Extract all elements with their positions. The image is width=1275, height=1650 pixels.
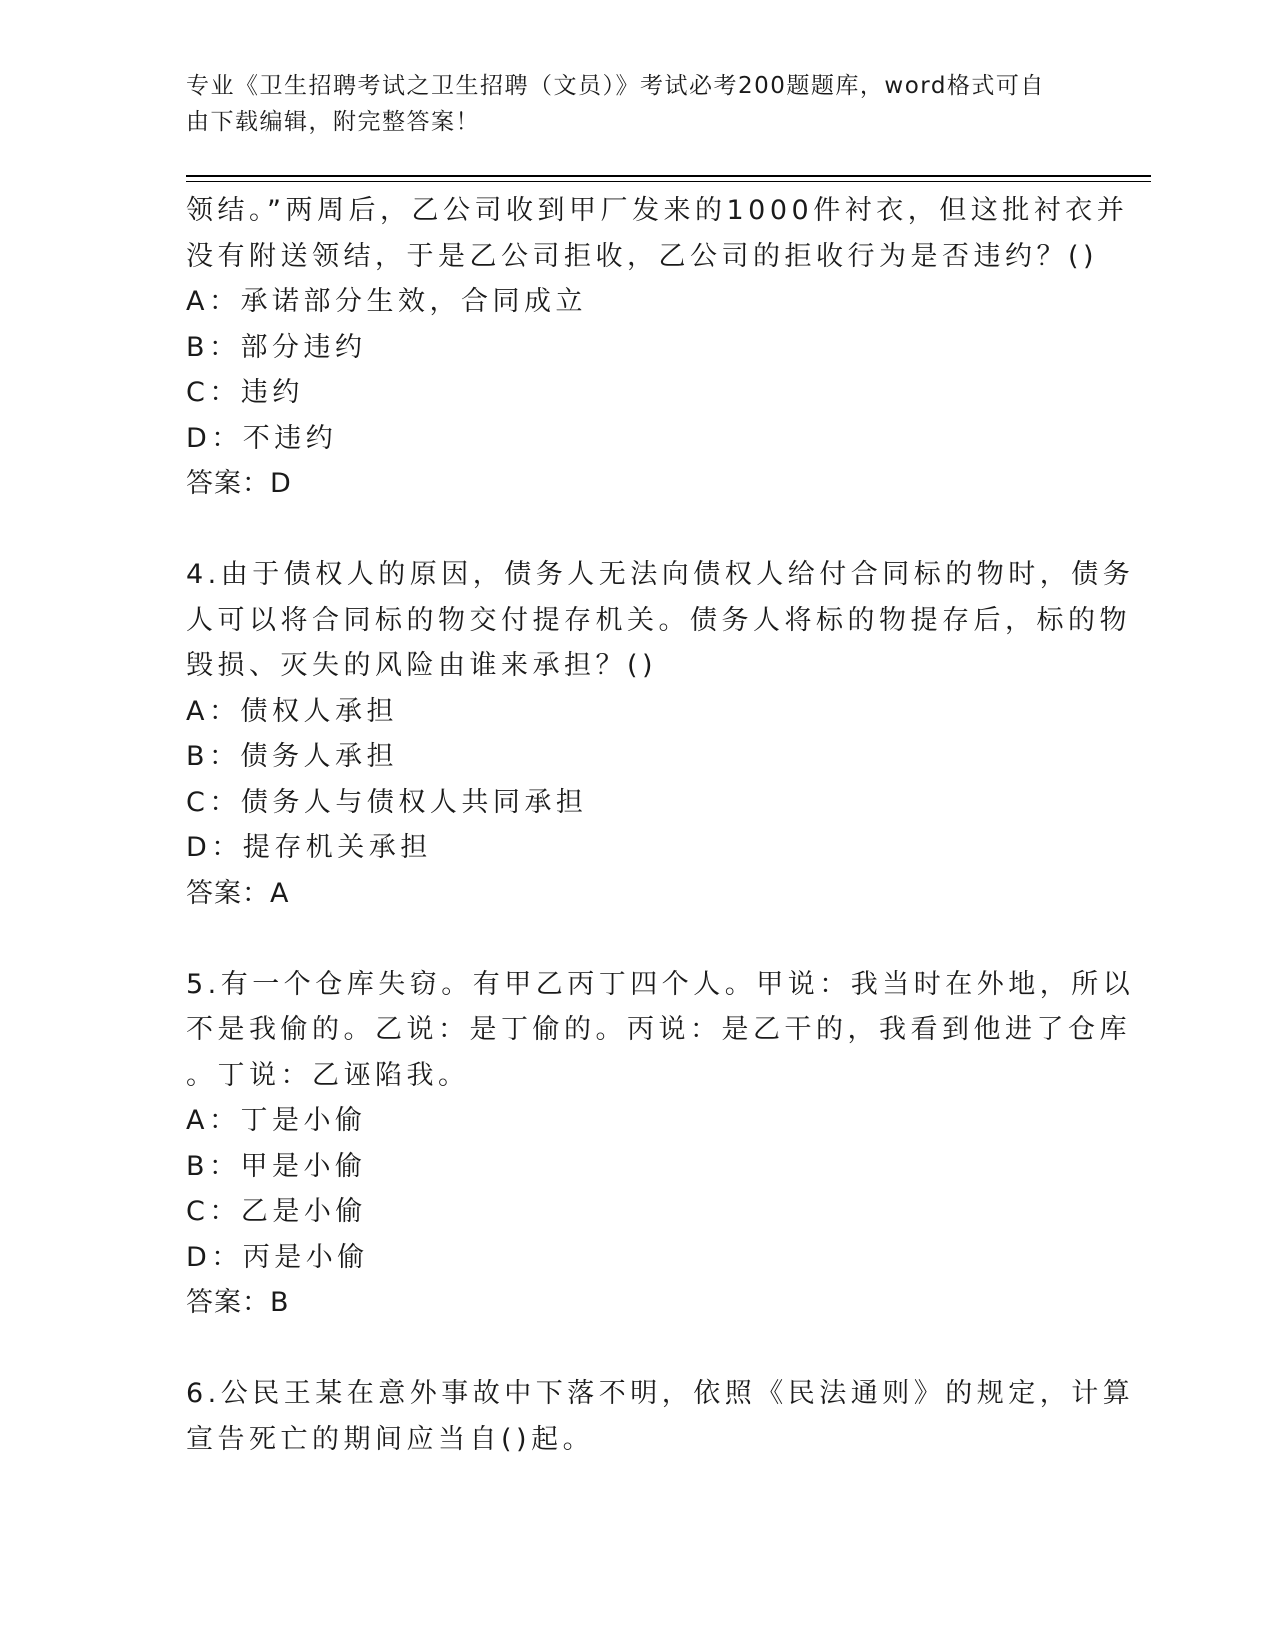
question-3-continued [186, 188, 1129, 507]
option-a: A：承诺部分生效，合同成立 [186, 286, 587, 317]
question-stem-line: 人可以将合同标的物交付提存机关。债务人将标的物提存后，标的物 [186, 604, 1131, 636]
question-stem-line: 宣告死亡的期间应当自()起。 [186, 1423, 595, 1455]
question-spacer [186, 507, 1126, 553]
question-stem-line: 毁损、灭失的风险由谁来承担？() [186, 650, 658, 681]
document-body [186, 188, 1135, 1462]
option-c: C：乙是小偷 [186, 1196, 367, 1227]
header-divider-thin [186, 181, 1151, 182]
option-c: C：债务人与债权人共同承担 [186, 786, 588, 818]
question-spacer [186, 916, 1126, 962]
question-stem-line: 领结。”两周后，乙公司收到甲厂发来的1000件衬衣，但这批衬衣并 [186, 195, 1129, 226]
question-5 [186, 962, 1135, 1326]
header-title-line-2: 由下载编辑，附完整答案！ [186, 109, 480, 135]
option-d: D：不违约 [186, 422, 338, 454]
option-a: A：债权人承担 [186, 695, 398, 727]
question-4 [186, 552, 1135, 916]
option-c: C：违约 [186, 377, 304, 408]
question-spacer [186, 1326, 1126, 1372]
question-stem-line: 不是我偷的。乙说：是丁偷的。丙说：是乙干的，我看到他进了仓库 [186, 1014, 1131, 1045]
header-divider-thick [186, 175, 1151, 177]
option-d: D：提存机关承担 [186, 832, 432, 863]
header-title-line-1: 专业《卫生招聘考试之卫生招聘（文员）》考试必考200题题库，word格式可自 [186, 73, 1045, 99]
option-a: A：丁是小偷 [186, 1105, 367, 1136]
option-b: B：甲是小偷 [186, 1150, 367, 1182]
answer-line: 答案：D [186, 468, 292, 499]
question-stem-line: 4.由于债权人的原因，债务人无法向债权人给付合同标的物时，债务 [186, 559, 1135, 590]
question-stem-line: 6.公民王某在意外事故中下落不明，依照《民法通则》的规定，计算 [186, 1378, 1135, 1409]
answer-line: 答案：A [186, 877, 290, 909]
question-stem-line: 没有附送领结，于是乙公司拒收，乙公司的拒收行为是否违约？() [186, 240, 1099, 272]
option-b: B：债务人承担 [186, 741, 399, 772]
question-stem-line: 5.有一个仓库失窃。有甲乙丙丁四个人。甲说：我当时在外地，所以 [186, 968, 1135, 1000]
question-stem-line: 。丁说：乙诬陷我。 [186, 1059, 470, 1091]
question-6 [186, 1371, 1135, 1462]
option-b: B：部分违约 [186, 331, 367, 363]
answer-line: 答案：B [186, 1287, 290, 1318]
page-header [186, 68, 1086, 140]
option-d: D：丙是小偷 [186, 1241, 369, 1273]
